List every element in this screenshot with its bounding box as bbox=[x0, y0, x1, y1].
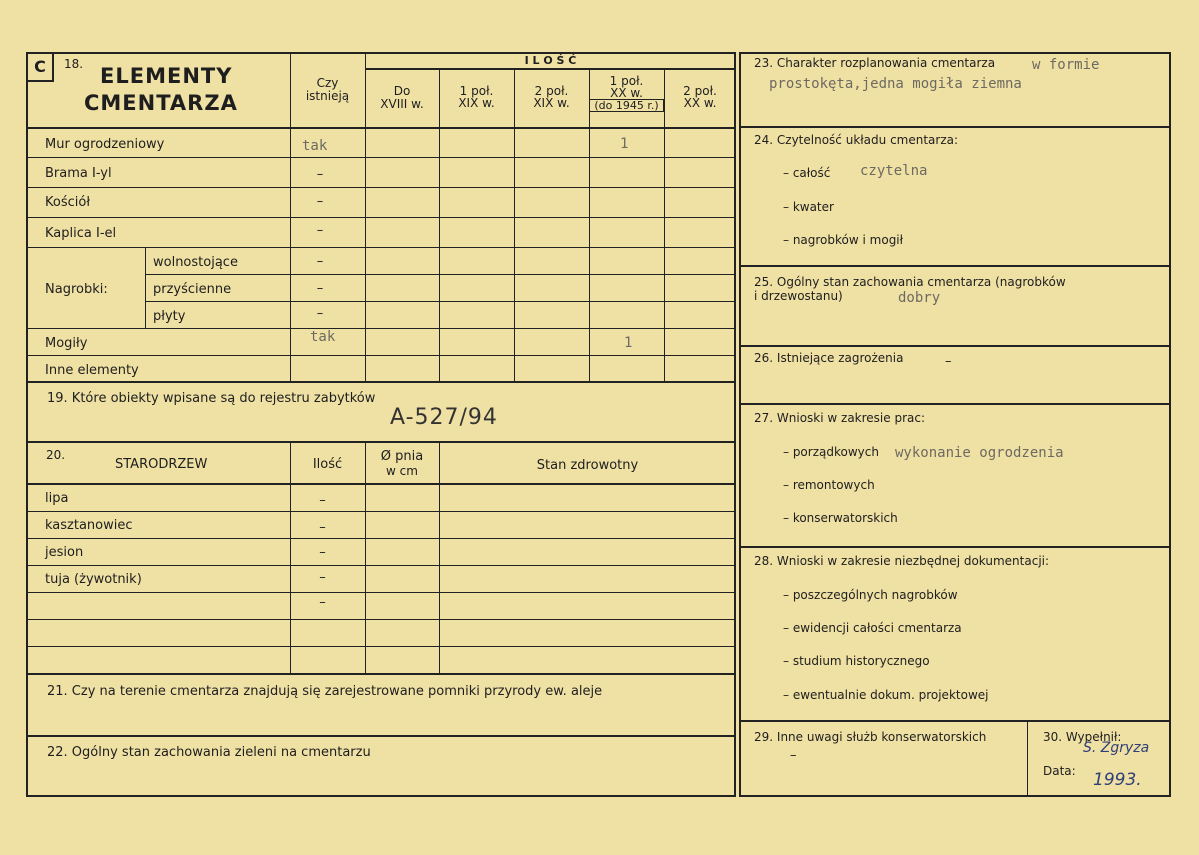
s25-label-2: i drzewostanu) bbox=[754, 289, 843, 303]
s24-label: 24. Czytelność układu cmentarza: bbox=[754, 133, 959, 147]
exists-mur: tak bbox=[302, 138, 328, 154]
row-label-kaplica: Kaplica I-el bbox=[45, 226, 117, 241]
s24-item-calosc: – całość bbox=[783, 166, 831, 180]
s30-signature: S. Zgryza bbox=[1083, 740, 1150, 756]
s21-bottom bbox=[28, 735, 736, 737]
tree-name-kasztanowiec: kasztanowiec bbox=[45, 518, 133, 533]
s27-bottom bbox=[741, 546, 1169, 548]
qty-mogily-p4: 1 bbox=[624, 335, 633, 351]
row-line bbox=[28, 355, 736, 356]
section-letter-box bbox=[28, 54, 54, 82]
row-line bbox=[145, 301, 736, 302]
s20-row-line bbox=[28, 565, 736, 566]
row-label-przyscienne: przyścienne bbox=[153, 282, 232, 297]
exists-przyscienne: – bbox=[316, 281, 324, 296]
tree-name-tuja: tuja (żywotnik) bbox=[45, 572, 142, 587]
tree-qty-empty: – bbox=[319, 595, 326, 610]
s24-item-nagrobkow: – nagrobków i mogił bbox=[783, 233, 904, 247]
s20-header-bottom bbox=[28, 483, 736, 485]
s20-row-line bbox=[28, 511, 736, 512]
tree-name-lipa: lipa bbox=[45, 491, 69, 506]
s20-col-diam-1: Ø pnia bbox=[380, 449, 424, 464]
s20-col-qty: Ilość bbox=[312, 457, 343, 472]
row-label-mogily: Mogiły bbox=[45, 336, 88, 351]
nagrobki-divider bbox=[145, 247, 146, 328]
row-line bbox=[28, 217, 736, 218]
s20-col-health: Stan zdrowotny bbox=[536, 458, 639, 473]
exists-wolnostojace: – bbox=[316, 254, 324, 269]
row-label-wolnostojace: wolnostojące bbox=[153, 255, 238, 270]
s26-value: – bbox=[945, 354, 952, 369]
row-line bbox=[145, 274, 736, 275]
period-3-b: XIX w. bbox=[533, 96, 570, 110]
s20-row-line bbox=[28, 592, 736, 593]
period-1-a: Do bbox=[393, 84, 411, 98]
period-2-a: 1 poł. bbox=[459, 84, 494, 98]
period-1-b: XVIII w. bbox=[380, 97, 424, 111]
s18-divider bbox=[514, 69, 515, 382]
exists-brama: – bbox=[316, 167, 324, 182]
tree-qty-tuja: – bbox=[319, 570, 326, 585]
s18-bottom bbox=[28, 381, 736, 383]
s24-bottom bbox=[741, 265, 1169, 267]
s23-bottom bbox=[741, 126, 1169, 128]
row-label-nagrobki: Nagrobki: bbox=[45, 282, 108, 297]
s20-number: 20. bbox=[46, 448, 66, 462]
s18-divider bbox=[290, 54, 291, 382]
section-letter: C bbox=[34, 57, 46, 76]
s26-label: 26. Istniejące zagrożenia bbox=[754, 351, 904, 365]
s20-divider bbox=[439, 443, 440, 675]
s23-value-2: prostokęta,jedna mogiła ziemna bbox=[769, 76, 1022, 92]
s28-item-2: – ewidencji całości cmentarza bbox=[783, 621, 962, 635]
s29-value: – bbox=[790, 748, 797, 763]
row-label-plyty: płyty bbox=[153, 309, 186, 324]
s18-title-line2: CMENTARZA bbox=[84, 91, 238, 115]
s23-label: 23. Charakter rozplanowania cmentarza bbox=[754, 56, 996, 70]
exists-kaplica: – bbox=[316, 223, 324, 238]
s22-label: 22. Ogólny stan zachowania zieleni na cmentarzu bbox=[47, 745, 371, 760]
s25-bottom bbox=[741, 345, 1169, 347]
tree-qty-kasztanowiec: – bbox=[319, 520, 326, 535]
s23-value-1: w formie bbox=[1032, 57, 1100, 73]
s18-divider bbox=[664, 69, 665, 382]
s27-item-porzadkowych: – porządkowych bbox=[783, 445, 879, 459]
ilosc-underline bbox=[365, 68, 736, 70]
exists-plyty: – bbox=[316, 306, 324, 321]
s25-value: dobry bbox=[898, 290, 941, 306]
s20-bottom bbox=[28, 673, 736, 675]
s19-bottom bbox=[28, 441, 736, 443]
row-line bbox=[28, 157, 736, 158]
col-exists-2: istnieją bbox=[305, 89, 350, 103]
s28-item-1: – poszczególnych nagrobków bbox=[783, 588, 958, 602]
s27-item-konserwatorskich: – konserwatorskich bbox=[783, 511, 898, 525]
s29-label: 29. Inne uwagi służb konserwatorskich bbox=[754, 730, 987, 744]
s20-divider bbox=[290, 443, 291, 675]
tree-qty-lipa: – bbox=[319, 493, 326, 508]
s19-value: A-527/94 bbox=[390, 405, 498, 430]
row-label-brama: Brama I-yl bbox=[45, 166, 112, 181]
period-4-b: XX w. bbox=[610, 86, 643, 100]
period-4-c: (do 1945 r.) bbox=[589, 99, 664, 112]
s18-divider bbox=[589, 69, 590, 382]
s27-item-remontowych: – remontowych bbox=[783, 478, 875, 492]
s19-label: 19. Które obiekty wpisane są do rejestru zabytków bbox=[47, 391, 376, 406]
row-label-mur: Mur ogrodzeniowy bbox=[45, 137, 165, 152]
period-5-b: XX w. bbox=[683, 96, 717, 110]
s29-s30-divider bbox=[1027, 722, 1028, 795]
tree-name-jesion: jesion bbox=[45, 545, 84, 560]
exists-mogily: tak bbox=[310, 329, 336, 345]
col-exists-1: Czy bbox=[316, 76, 339, 90]
s24-calosc-value: czytelna bbox=[860, 163, 928, 179]
s20-row-line bbox=[28, 538, 736, 539]
ilosc-header: I L O Ś Ć bbox=[524, 54, 577, 67]
row-line bbox=[28, 187, 736, 188]
s18-divider bbox=[439, 69, 440, 382]
qty-mur-p4: 1 bbox=[620, 136, 629, 152]
s18-title-line1: ELEMENTY bbox=[100, 64, 233, 88]
s27-porzadkowych-value: wykonanie ogrodzenia bbox=[895, 445, 1064, 461]
s30-date-value: 1993. bbox=[1093, 770, 1142, 790]
s20-title: STARODRZEW bbox=[115, 457, 208, 472]
s21-label: 21. Czy na terenie cmentarza znajdują się zarejestrowane pomniki przyrody ew. aleje bbox=[47, 684, 603, 699]
s27-label: 27. Wnioski w zakresie prac: bbox=[754, 411, 926, 425]
s25-label-1: 25. Ogólny stan zachowania cmentarza (nagrobków bbox=[754, 275, 1066, 289]
s20-col-diam-2: w cm bbox=[386, 464, 418, 478]
period-3-a: 2 poł. bbox=[534, 84, 569, 98]
period-2-b: XIX w. bbox=[458, 96, 495, 110]
period-4-a: 1 poł. bbox=[609, 74, 644, 88]
s28-item-3: – studium historycznego bbox=[783, 654, 930, 668]
s20-row-line bbox=[28, 646, 736, 647]
s28-label: 28. Wnioski w zakresie niezbędnej dokumentacji: bbox=[754, 554, 1050, 568]
s30-label-date: Data: bbox=[1043, 764, 1076, 778]
s30-label-filled: 30. Wypełnił: bbox=[1043, 730, 1122, 744]
s26-bottom bbox=[741, 403, 1169, 405]
row-line bbox=[28, 247, 736, 248]
row-label-kosciol: Kościół bbox=[45, 195, 91, 210]
s20-divider bbox=[365, 443, 366, 675]
period-5-a: 2 poł. bbox=[683, 84, 717, 98]
s18-header-bottom bbox=[28, 127, 736, 129]
s28-bottom bbox=[741, 720, 1169, 722]
tree-qty-jesion: – bbox=[319, 545, 326, 560]
row-line bbox=[28, 328, 736, 329]
s28-item-4: – ewentualnie dokum. projektowej bbox=[783, 688, 989, 702]
s20-row-line bbox=[28, 619, 736, 620]
s24-item-kwater: – kwater bbox=[783, 200, 834, 214]
exists-kosciol: – bbox=[316, 194, 324, 209]
s18-number: 18. bbox=[64, 57, 84, 71]
row-label-inne: Inne elementy bbox=[45, 363, 139, 378]
